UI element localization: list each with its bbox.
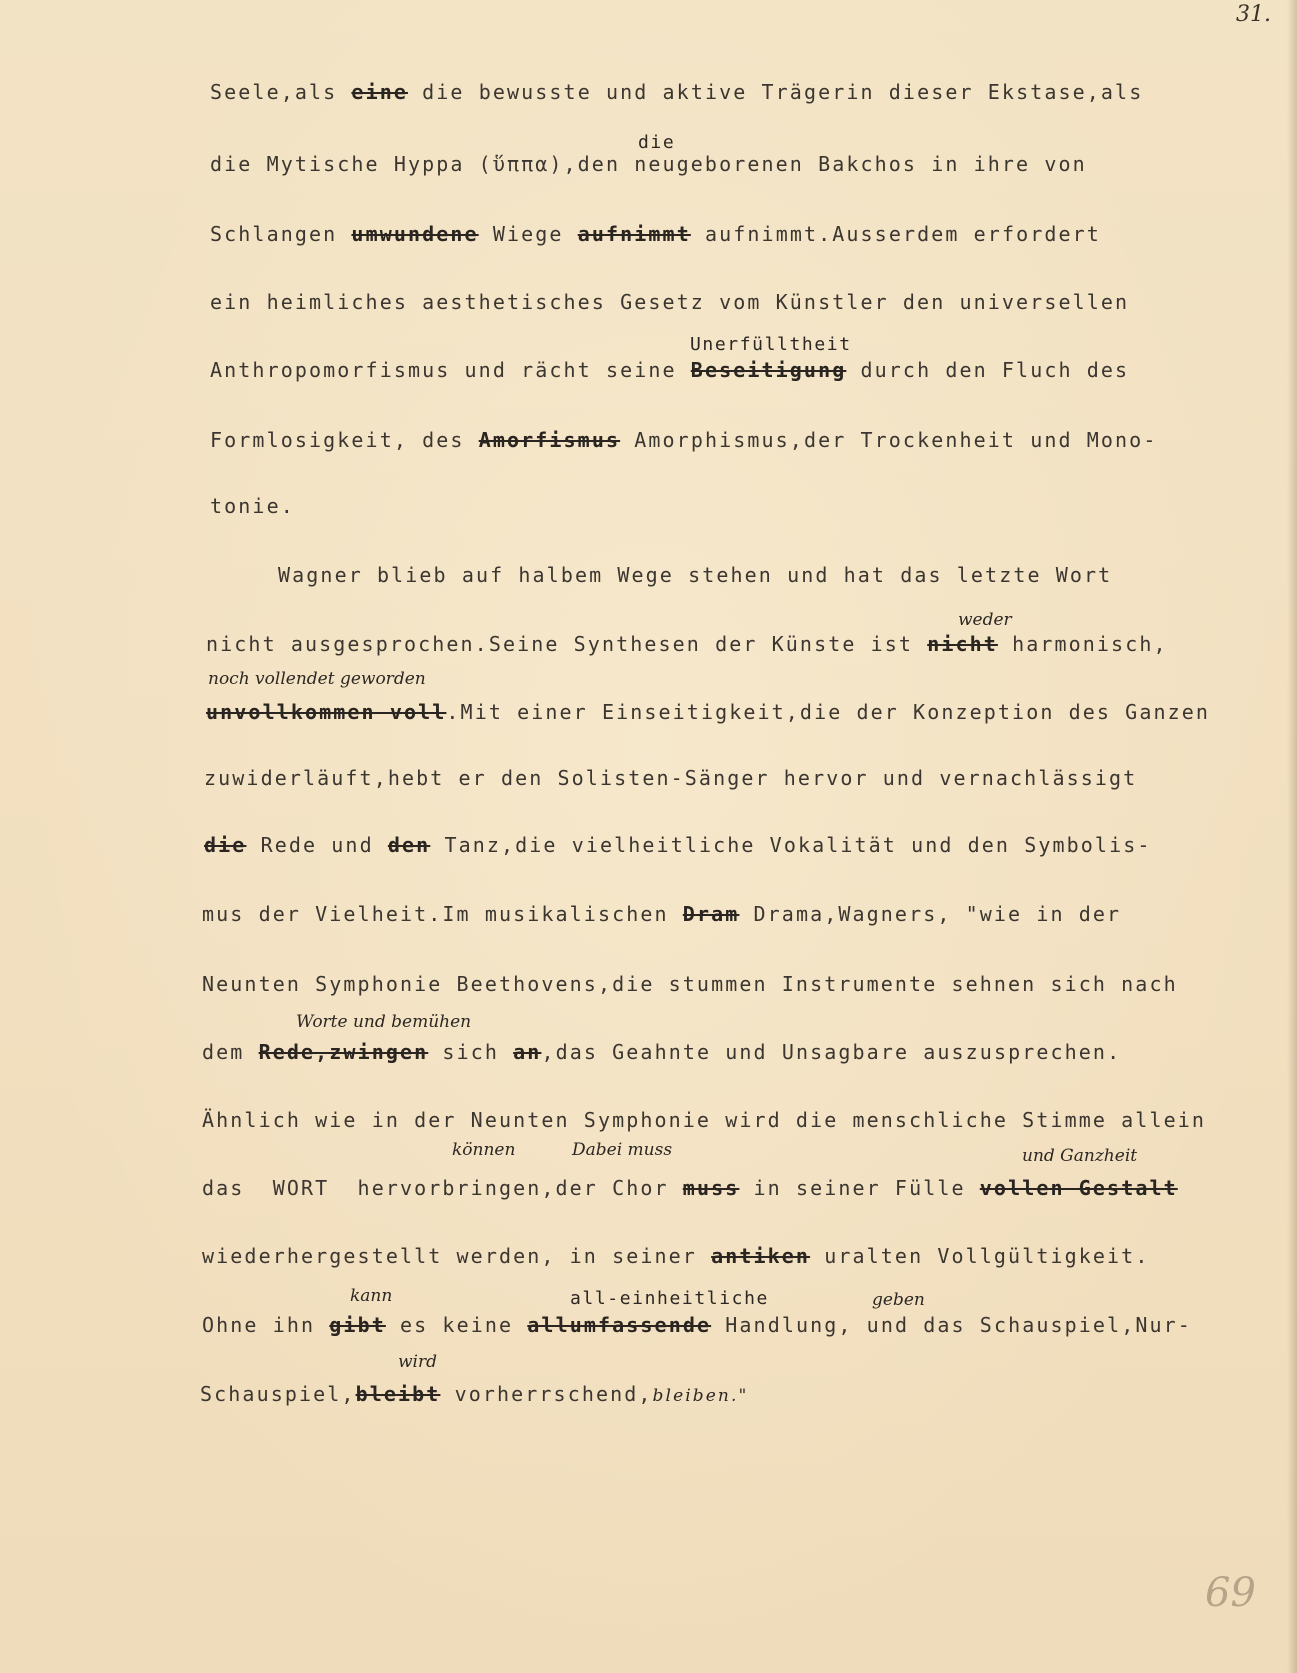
insertion-worte-und-bemuehen: Worte und bemühen — [296, 1012, 472, 1032]
text-line-11: zuwiderläuft,hebt er den Solisten-Sänger hervor und vernachlässigt — [204, 766, 1138, 790]
text-line-4: ein heimliches aesthetisches Gesetz vom Künstler den universellen — [210, 290, 1130, 314]
text-line-14: Neunten Symphonie Beethovens,die stummen Instrumente sehnen sich nach — [202, 972, 1178, 996]
insertion-die: die — [638, 132, 676, 153]
text-line-2: die Mytische Hyppa (ὕππα),den neugeborenen Bakchos in ihre von — [210, 152, 1087, 176]
insertion-noch-vollendet: noch vollendet geworden — [208, 669, 426, 689]
text-line-18: wiederhergestellt werden, in seiner antiken uralten Vollgültigkeit. — [202, 1244, 1150, 1268]
insertion-bleiben: bleiben." — [652, 1386, 749, 1406]
insertion-kann: kann — [350, 1286, 393, 1306]
insertion-koennen: können — [452, 1140, 516, 1160]
text-line-1: Seele,als eine die bewusste und aktive Trägerin dieser Ekstase,als — [210, 80, 1144, 104]
insertion-unerfuelltheit: Unerfülltheit — [690, 334, 852, 355]
text-line-10: unvollkommen voll.Mit einer Einseitigkeit,die der Konzeption des Ganzen — [206, 700, 1211, 724]
insertion-wird: wird — [398, 1352, 437, 1372]
text-line-17: das WORT hervorbringen,der Chor muss in seiner Fülle vollen Gestalt — [202, 1176, 1178, 1200]
insertion-weder: weder — [958, 610, 1012, 630]
insertion-und-ganzheit: und Ganzheit — [1022, 1146, 1138, 1166]
page-edge-shadow — [1287, 0, 1297, 1673]
insertion-dabei-muss: Dabei muss — [572, 1140, 673, 1160]
text-line-20: Schauspiel,bleibt vorherrschend,bleiben." — [200, 1382, 749, 1406]
page-number: 31. — [1236, 2, 1271, 27]
text-line-6: Formlosigkeit, des Amorfismus Amorphismus,der Trockenheit und Mono- — [210, 428, 1158, 452]
text-line-7: tonie. — [210, 494, 295, 518]
text-line-8: Wagner blieb auf halbem Wege stehen und hat das letzte Wort — [278, 563, 1113, 587]
text-line-13: mus der Vielheit.Im musikalischen Dram Drama,Wagners, "wie in der — [202, 902, 1122, 926]
text-line-19: Ohne ihn gibt es keine allumfassende Handlung, und das Schauspiel,Nur- — [202, 1313, 1192, 1337]
text-line-15: dem Rede,zwingen sich an,das Geahnte und Unsagbare auszusprechen. — [202, 1040, 1122, 1064]
insertion-all-einheitliche: all-einheitliche — [570, 1288, 769, 1309]
text-line-16: Ähnlich wie in der Neunten Symphonie wird die menschliche Stimme allein — [202, 1108, 1207, 1132]
text-line-3: Schlangen umwundene Wiege aufnimmt aufnimmt.Ausserdem erfordert — [210, 222, 1101, 246]
text-line-9: nicht ausgesprochen.Seine Synthesen der Künste ist nicht harmonisch, — [206, 632, 1168, 656]
insertion-geben: geben — [872, 1290, 925, 1310]
text-line-12: die Rede und den Tanz,die vielheitliche Vokalität und den Symbolis- — [204, 833, 1152, 857]
text-line-5: Anthropomorfismus und rächt seine Beseitigung durch den Fluch des — [210, 358, 1130, 382]
archive-number: 69 — [1205, 1570, 1256, 1616]
